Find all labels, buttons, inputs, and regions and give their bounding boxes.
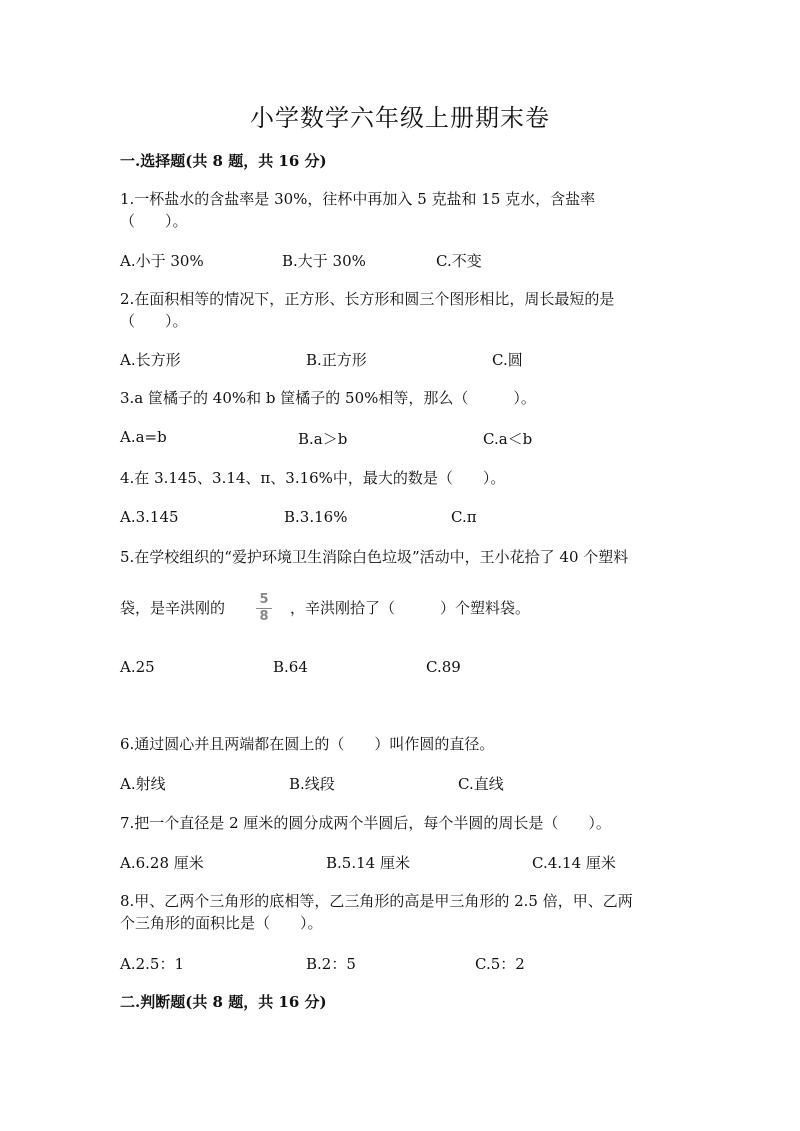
q3-option-b: B.a＞b: [298, 430, 348, 448]
fraction-numerator: 5: [259, 592, 269, 607]
question-text: 4.在 3.145、3.14、π、3.16%中，最大的数是（ ）。: [120, 469, 506, 487]
fraction-denominator: 8: [259, 609, 269, 624]
section-heading-choice: 一.选择题(共 8 题，共 16 分): [120, 152, 327, 170]
question-text-cont: 个三角形的面积比是（ ）。: [120, 914, 323, 932]
question-8: [120, 890, 690, 934]
question-text: 8.甲、乙两个三角形的底相等，乙三角形的高是甲三角形的 2.5 倍，甲、乙两: [120, 892, 633, 910]
q8-option-a: A.2.5：1: [120, 955, 184, 973]
q1-option-c: C.不变: [436, 252, 482, 270]
question-text: 1.一杯盐水的含盐率是 30%，往杯中再加入 5 克盐和 15 克水，含盐率: [120, 190, 596, 208]
question-3: [120, 387, 690, 409]
question-2: [120, 288, 690, 332]
q2-option-c: C.圆: [492, 351, 523, 369]
q3-option-c: C.a＜b: [483, 430, 533, 448]
q1-option-b: B.大于 30%: [282, 252, 366, 270]
question-6: [120, 733, 690, 755]
question-text: 3.a 筐橘子的 40%和 b 筐橘子的 50%相等，那么（ ）。: [120, 389, 536, 407]
fraction-five-eighths: [254, 593, 274, 624]
q7-option-b: B.5.14 厘米: [326, 854, 410, 872]
q2-option-a: A.长方形: [120, 351, 181, 369]
q6-option-c: C.直线: [458, 775, 504, 793]
question-text: 7.把一个直径是 2 厘米的圆分成两个半圆后，每个半圆的周长是（ ）。: [120, 814, 611, 832]
question-4: [120, 467, 690, 489]
q5-option-b: B.64: [273, 658, 308, 676]
question-text: 6.通过圆心并且两端都在圆上的（ ）叫作圆的直径。: [120, 735, 495, 753]
q8-option-b: B.2：5: [306, 955, 356, 973]
q3-option-a: A.a=b: [120, 428, 167, 446]
question-text-cont: （ ）。: [120, 312, 188, 330]
question-5: [120, 546, 690, 568]
q5-option-a: A.25: [120, 658, 155, 676]
question-7: [120, 812, 690, 834]
question-text-cont: （ ）。: [120, 212, 188, 230]
question-5-line2-end: ，辛洪刚拾了（ ）个塑料袋。: [290, 599, 531, 617]
q5-option-c: C.89: [426, 658, 461, 676]
question-5-line2-start: 袋，是辛洪刚的: [120, 599, 226, 617]
q7-option-c: C.4.14 厘米: [532, 854, 616, 872]
q1-option-a: A.小于 30%: [120, 252, 204, 270]
q4-option-b: B.3.16%: [284, 508, 348, 526]
page-title: 小学数学六年级上册期末卷: [250, 104, 550, 132]
question-1: [120, 188, 690, 232]
q8-option-c: C.5：2: [475, 955, 525, 973]
q6-option-b: B.线段: [289, 775, 335, 793]
section-heading-judgement: 二.判断题(共 8 题，共 16 分): [120, 993, 327, 1011]
question-text: 5.在学校组织的“爱护环境卫生消除白色垃圾”活动中，王小花拾了 40 个塑料: [120, 548, 629, 566]
q4-option-a: A.3.145: [120, 508, 179, 526]
q2-option-b: B.正方形: [306, 351, 367, 369]
q6-option-a: A.射线: [120, 775, 166, 793]
q4-option-c: C.π: [451, 508, 477, 526]
q7-option-a: A.6.28 厘米: [120, 854, 204, 872]
question-text: 2.在面积相等的情况下，正方形、长方形和圆三个图形相比，周长最短的是: [120, 290, 615, 308]
